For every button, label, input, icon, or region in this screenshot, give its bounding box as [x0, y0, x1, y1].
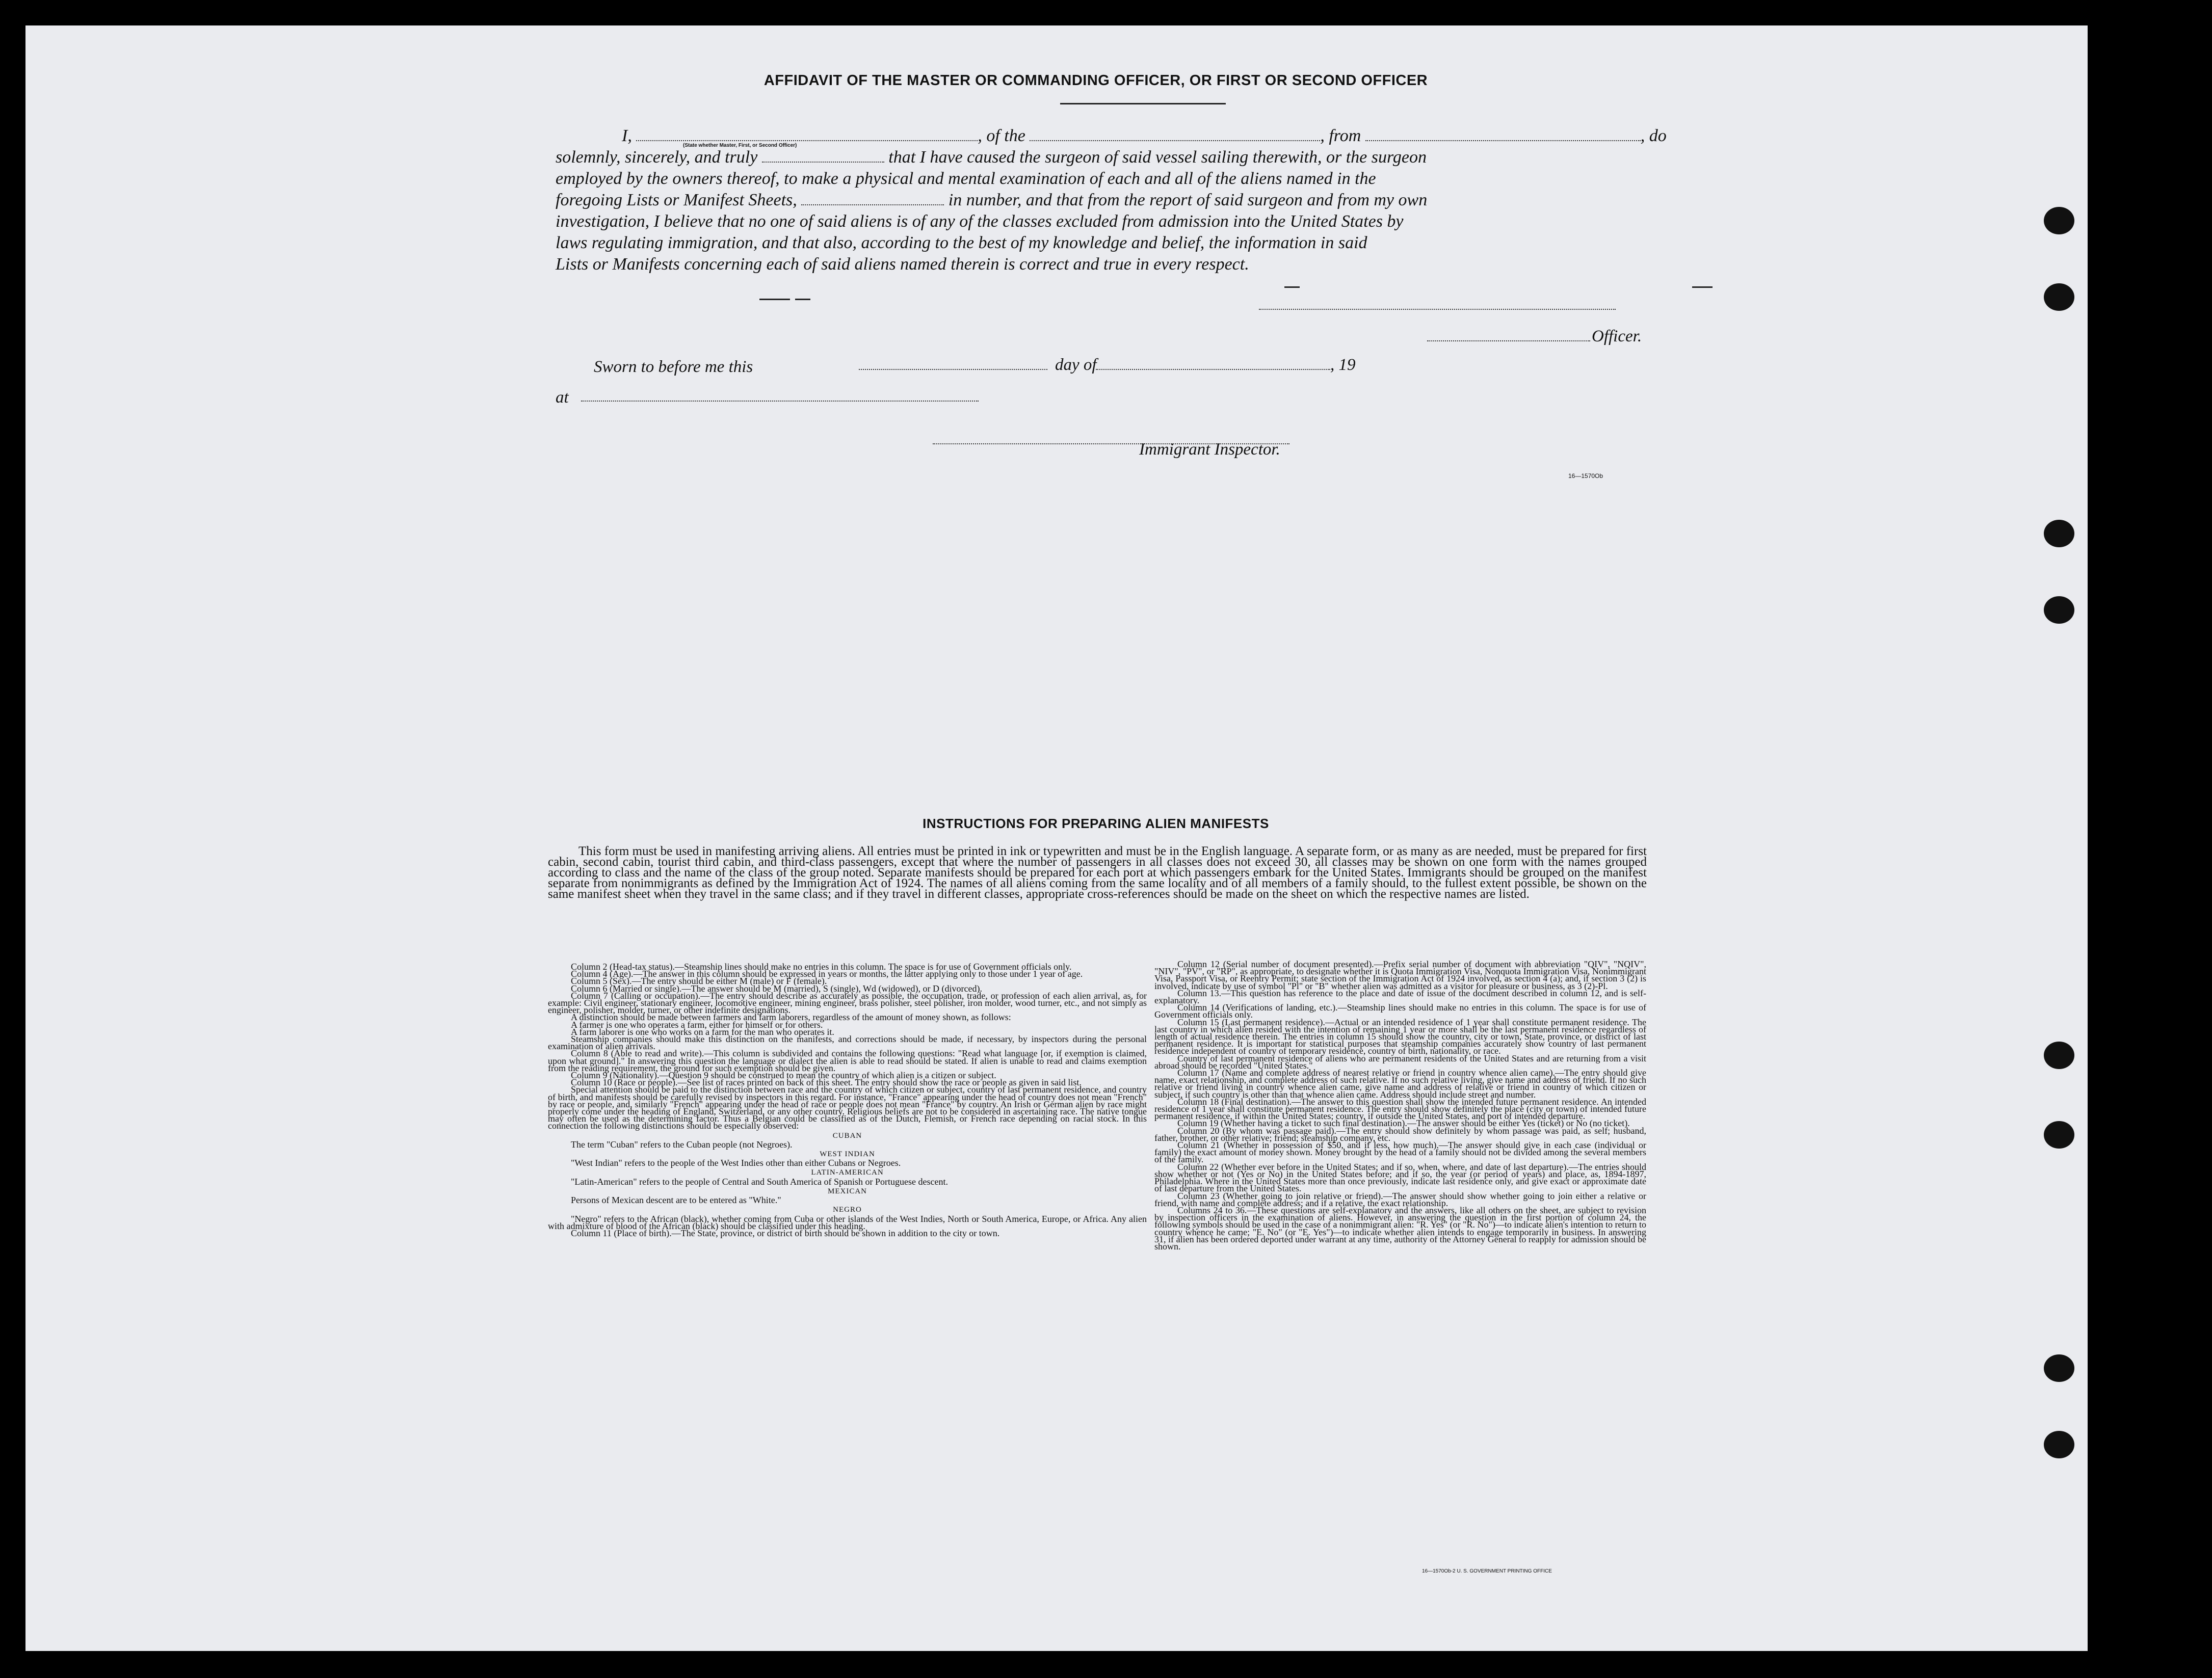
latin-american-definition: "Latin-American" refers to the people of Central and South America of Spanish or Portuguese descent.	[571, 1176, 948, 1187]
day-of-label: day of	[1055, 356, 1097, 374]
stray-mark	[1284, 286, 1300, 288]
column-10-note: Column 10 (Race or people).—See list of races printed on back of this sheet. The entry should show the race or people as given in said list.	[571, 1077, 1082, 1088]
vessel-name-field[interactable]	[1030, 129, 1320, 141]
sworn-day-field[interactable]	[859, 369, 1047, 370]
column-9-note: Column 9 (Nationality).—Question 9 should be construed to mean the country of which alien is a citizen or subject.	[571, 1070, 996, 1081]
column-4-note: Column 4 (Age).—The answer in this column should be expressed in years or months, the latter applying only to those under 1 year of age.	[571, 969, 1083, 979]
stray-mark	[759, 299, 790, 300]
sworn-place-field[interactable]	[581, 401, 979, 402]
column-5-note: Column 5 (Sex).—The entry should be either M (male) or F (female).	[571, 976, 827, 987]
signature-line[interactable]	[1259, 309, 1616, 310]
affidavit-title: AFFIDAVIT OF THE MASTER OR COMMANDING OFFICER, OR FIRST OR SECOND OFFICER	[763, 72, 1428, 89]
column-7-note: Column 7 (Calling or occupation).—The entry should describe as accurately as possible, the occupation, trade, or profession of each alien arrival, as, for example: Civil engineer, stationary engineer, locomotive engineer, mining engineer, brass polisher, steel polisher, iron molder, wood turner, etc., and not simply as engineer, polisher, molder, turner, or other indefinite designations.	[548, 990, 1147, 1016]
affidavit-line-7: Lists or Manifests concerning each of said aliens named therein is correct and true in every respect.	[556, 255, 1249, 274]
sworn-month-field[interactable]	[1096, 369, 1330, 370]
column-14-note: Column 14 (Verifications of landing, etc.).—Steamship lines should make no entries in this column. The space is for use of Government officials only.	[1154, 1002, 1646, 1020]
officer-title-line[interactable]	[1427, 340, 1590, 341]
instructions-right-column	[1154, 961, 1646, 1250]
column-22-note: Column 22 (Whether ever before in the United States; and if so, when, where, and date of last departure).—The entries should show whether or not (Yes or No) in the United States before; and if so, the year (or period of years) and place, as, 1894-1897, Philadelphia. Where in the United States more than once previously, indicate last residence only, and give exact or approximate date of last departure from the United States.	[1154, 1161, 1646, 1194]
race-distinction-note: Special attention should be paid to the distinction between race and the country of which citizen or subject, country of last permanent residence, and country of birth, and manifests should be carefully revised by inspectors in this regard. For instance, "France" appearing under the head of country does not mean "French" by race or people, and, similarly "French" appearing under the head of race or people does not mean "France" by country. An Irish or German alien by race might properly come under the heading of England, Switzerland, or any other country. Religious beliefs are not to be considered in ascertaining race. The native tongue may often be used as the determining factor. Thus a Belgian could be classified as of the Dutch, Flemish, or French race depending on racial stock. In this connection the following distinctions should be especially observed:	[548, 1084, 1147, 1131]
year-label: , 19	[1330, 356, 1356, 374]
form-number: 16—1570Ob	[1568, 472, 1603, 480]
manifest-back-sheet	[25, 25, 2088, 1651]
affidavit-line-2: solemnly, sincerely, and truly that I have caused the surgeon of said vessel sailing therewith, or the surgeon	[556, 148, 1427, 167]
punch-hole	[2044, 1354, 2074, 1382]
punch-hole	[2044, 207, 2074, 234]
negro-heading: NEGRO	[833, 1206, 862, 1214]
mexican-heading: MEXICAN	[828, 1187, 867, 1195]
column-21-note: Column 21 (Whether in possession of $50, and if less, how much).—The answer should give in each case (individual or family) the exact amount of money shown. Money brought by the head of a family should not be divided among the several members of the family.	[1154, 1140, 1646, 1165]
column-13-note: Column 13.—This question has reference to the place and date of issue of the document described in column 12, and is self-explanatory.	[1154, 988, 1646, 1006]
column-2-note: Column 2 (Head-tax status).—Steamship lines should make no entries in this column. The space is for use of Government officials only.	[571, 962, 1072, 972]
cuban-definition: The term "Cuban" refers to the Cuban people (not Negroes).	[571, 1139, 793, 1150]
punch-hole	[2044, 596, 2074, 624]
title-underline	[1060, 103, 1226, 104]
mexican-definition: Persons of Mexican descent are to be entered as "White."	[571, 1195, 781, 1206]
punch-hole	[2044, 1121, 2074, 1149]
farmer-distinction-note: A distinction should be made between farmers and farm laborers, regardless of the amount of money shown, as follows:	[571, 1012, 1011, 1023]
steamship-distinction-note: Steamship companies should make this distinction on the manifests, and corrections should be made, if necessary, by inspectors during the personal examination of alien arrivals.	[548, 1034, 1147, 1052]
cuban-heading: CUBAN	[832, 1131, 862, 1140]
negro-definition: "Negro" refers to the African (black), whether coming from Cuba or other islands of the West Indies, North or South America, Europe, or Africa. Any alien with admixture of blood of the African (black) should be classified under this heading.	[548, 1213, 1147, 1231]
printing-footer: 16—1570Ob-2 U. S. GOVERNMENT PRINTING OFFICE	[1422, 1568, 1552, 1574]
affidavit-line-1: I, , of the , from , do	[622, 126, 1667, 145]
sheet-count-field[interactable]	[801, 193, 944, 205]
sworn-label: Sworn to before me this	[594, 358, 753, 376]
column-15-note: Column 15 (Last permanent residence).—Actual or an intended residence of 1 year shall constitute permanent residence. The last country in which alien resided with the intention of remaining 1 year or more shall be the last permanent residence regardless of length of actual residence therein. The entries in column 15 should show the country, city or town, State, province, or district of last permanent residence. It is important for statistical purposes that steamship companies accurately show country of last permanent residence independent of country of temporary residence, country of birth, nationality, or race.	[1154, 1017, 1646, 1056]
farm-laborer-definition: A farm laborer is one who works on a farm for the man who operates it.	[571, 1026, 834, 1037]
column-23-note: Column 23 (Whether going to join relative or friend).—The answer should show whether going to join either a relative or friend, with name and complete address; and if a relative, the exact relationship.	[1154, 1190, 1646, 1208]
punch-hole	[2044, 520, 2074, 547]
at-label: at	[556, 388, 569, 407]
column-8-note: Column 8 (Able to read and write).—This column is subdivided and contains the following questions: "Read what language [or, if exemption is claimed, upon what ground]." In answering this question the language or dialect the alien is able to read should be stated. If alien is unable to read and claims exemption from the reading requirement, the ground for such exemption should be given.	[548, 1048, 1147, 1073]
column-17-note: Column 17 (Name and complete address of nearest relative or friend in country whence alien came).—The entry should give name, exact relationship, and complete address of such relative. If no such relative living, give name and address of friend. If no such relative or friend living in country whence alien came, give name and address of relative or friend in country of which citizen or subject, if such country is other than that whence alien came. Address should include street and number.	[1154, 1068, 1646, 1100]
inspector-label: Immigrant Inspector.	[1139, 440, 1280, 459]
stray-mark	[1692, 286, 1713, 288]
affidavit-line-5: investigation, I believe that no one of said aliens is of any of the classes excluded from admission into the United States by	[556, 212, 1404, 231]
punch-hole	[2044, 1042, 2074, 1069]
oath-type-field[interactable]	[762, 150, 884, 163]
column-6-note: Column 6 (Married or single).—The answer should be M (married), S (single), Wd (widowed), or D (divorced).	[571, 983, 982, 994]
affidavit-line-6: laws regulating immigration, and that also, according to the best of my knowledge and belief, the information in said	[556, 233, 1367, 252]
affidavit-line-3: employed by the owners thereof, to make a physical and mental examination of each and all of the aliens named in the	[556, 169, 1376, 188]
column-20-note: Column 20 (By whom was passage paid).—The entry should show definitely by whom passage was paid, as self; husband, father, brother, or other relative; friend; steamship company, etc.	[1154, 1125, 1646, 1143]
us-residence-note: Country of last permanent residence of aliens who are permanent residents of the United States and are returning from a visit abroad should be recorded "United States."	[1154, 1053, 1646, 1071]
farmer-definition: A farmer is one who operates a farm, either for himself or for others.	[571, 1019, 823, 1030]
west-indian-definition: "West Indian" refers to the people of the West Indies other than either Cubans or Negroes.	[571, 1158, 901, 1168]
column-19-note: Column 19 (Whether having a ticket to such final destination).—The answer should be either Yes (ticket) or No (no ticket).	[1177, 1118, 1630, 1129]
column-18-note: Column 18 (Final destination).—The answer to this question shall show the intended future permanent residence. An intended residence of 1 year shall constitute permanent residence. The entry should show definitely the place (city or town) of intended future permanent residence, if within the United States; country, if outside the United States, and port of intended departure.	[1154, 1096, 1646, 1122]
instructions-left-column	[548, 963, 1147, 1237]
affidavit-line-4: foregoing Lists or Manifest Sheets, in number, and that from the report of said surgeon and from my own	[556, 191, 1428, 209]
columns-24-36-note: Columns 24 to 36.—These questions are self-explanatory and the answers, like all others on the sheet, are subject to revision by inspection officers in the examination of aliens. However, in answering the question in the first portion of column 24, the following symbols should be used in the case of a nonimmigrant alien: "R. Yes" (or "R. No")—to indicate alien's intention to return to country whence he came; "E. No" (or "E. Yes")—to indicate whether alien intends to engage temporarily in business. In answering 31, if alien has been ordered deported under warrant at any time, authority of the Attorney General to reapply for admission should be shown.	[1154, 1205, 1646, 1251]
latin-american-heading: LATIN-AMERICAN	[811, 1168, 884, 1177]
punch-hole	[2044, 1431, 2074, 1458]
instructions-intro: This form must be used in manifesting arriving aliens. All entries must be printed in ink or typewritten and must be in the English language. A separate form, or as many as are needed, must be prepared for first cabin, second cabin, tourist third cabin, and third-class passengers, except that where the number of passengers in all classes does not exceed 30, all classes may be shown on one form with the names grouped according to class and the name of the class of the group noted. Separate manifests should be prepared for each port at which passengers embark for the United States. Immigrants should be grouped on the manifest separate from nonimmigrants as defined by the Immigration Act of 1924. The names of all aliens coming from the same locality and of all members of a family should, to the fullest extent possible, be shown on the same manifest sheet when they travel in the same class; and if they travel in different classes, appropriate cross-references should be made on the sheet on which the respective names are listed.	[548, 844, 1647, 901]
stray-mark	[795, 299, 810, 300]
instructions-title: INSTRUCTIONS FOR PREPARING ALIEN MANIFESTS	[923, 816, 1269, 831]
punch-hole	[2044, 283, 2074, 311]
port-from-field[interactable]	[1365, 129, 1641, 141]
column-11-note: Column 11 (Place of birth).—The State, province, or district of birth should be shown in addition to the city or town.	[571, 1228, 1000, 1238]
officer-rank-note: (State whether Master, First, or Second Officer)	[683, 143, 797, 148]
column-12-note: Column 12 (Serial number of document presented).—Prefix serial number of document with abbreviation "QIV", "NQIV", "NIV", "PV", or "RP", as appropriate, to designate whether it is Quota Immigration Visa, Nonquota Immigration Visa, Nonimmigrant Visa, Passport Visa, or Reentry Permit; state section of the Immigration Act of 1924 involved, as section 4 (a); and, if section 3 (2) is involved, indicate by use of symbol "Pl" or "B" whether alien was admitted as a visitor for pleasure or business, as 3 (2)-Pl.	[1154, 959, 1646, 991]
west-indian-heading: WEST INDIAN	[820, 1150, 875, 1159]
officer-label: Officer.	[1592, 327, 1642, 345]
officer-rank-field[interactable]	[636, 129, 978, 141]
